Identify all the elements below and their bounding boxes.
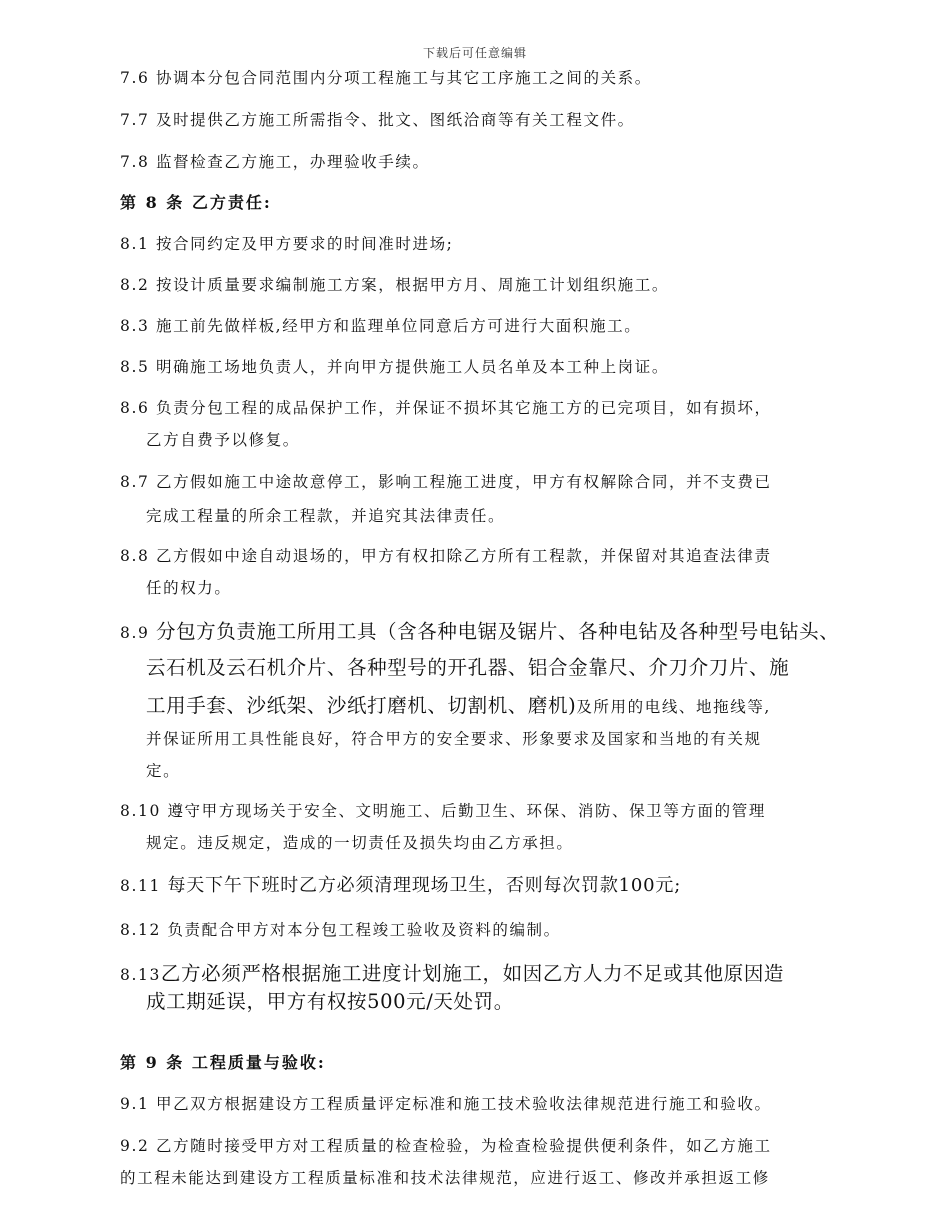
clause-8-11-number: 8.11 [120, 877, 168, 895]
clause-7-8: 7.8 监督检查乙方施工，办理验收手续。 [120, 153, 430, 171]
clause-8-13-number: 8.13 [120, 966, 161, 984]
clause-8-7-line-2: 完成工程量的所余工程款，并追究其法律责任。 [146, 507, 506, 525]
clause-7-6: 7.6 协调本分包合同范围内分项工程施工与其它工序施工之间的关系。 [120, 69, 652, 87]
article-8-heading: 第 8 条 乙方责任: [120, 193, 272, 212]
clause-8-8-line-1: 8.8 乙方假如中途自动退场的，甲方有权扣除乙方所有工程款，并保留对其追查法律责 [120, 547, 772, 565]
clause-8-6-line-2: 乙方自费予以修复。 [146, 431, 300, 449]
clause-7-7: 7.7 及时提供乙方施工所需指令、批文、图纸洽商等有关工程文件。 [120, 111, 635, 129]
clause-8-9-line-1 [120, 616, 839, 644]
clause-9-1: 9.1 甲乙双方根据建设方工程质量评定标准和施工技术验收法律规范进行施工和验收。 [120, 1095, 772, 1113]
watermark-header: 下载后可任意编辑 [422, 46, 527, 60]
clause-8-13-line-1 [120, 958, 784, 986]
clause-8-9-line-2: 云石机及云石机介片、各种型号的开孔器、铝合金靠尺、介刀介刀片、施 [146, 656, 790, 679]
clause-8-12: 8.12 负责配合甲方对本分包工程竣工验收及资料的编制。 [120, 921, 561, 939]
clause-8-9-number: 8.9 [120, 624, 156, 642]
clause-8-10-line-2: 规定。违反规定，造成的一切责任及损失均由乙方承担。 [146, 834, 574, 852]
clause-8-6-line-1: 8.6 负责分包工程的成品保护工作，并保证不损坏其它施工方的已完项目，如有损坏， [120, 399, 772, 417]
clause-8-8-line-2: 任的权力。 [146, 579, 232, 597]
clause-8-9-text-3a: 工用手套、沙纸架、沙纸打磨机、切割机、磨机) [146, 694, 577, 717]
clause-8-9-line-3 [146, 690, 771, 718]
clause-8-5: 8.5 明确施工场地负责人，并向甲方提供施工人员名单及本工种上岗证。 [120, 358, 669, 376]
clause-9-2-line-1: 9.2 乙方随时接受甲方对工程质量的检查检验，为检查检验提供便利条件，如乙方施工 [120, 1137, 772, 1155]
clause-8-10-line-1: 8.10 遵守甲方现场关于安全、文明施工、后勤卫生、环保、消防、保卫等方面的管理 [120, 802, 766, 820]
clause-9-2-line-2: 的工程未能达到建设方工程质量标准和技术法律规范，应进行返工、修改并承担返工修 [120, 1169, 770, 1187]
clause-8-13-line-2: 成工期延误，甲方有权按500元/天处罚。 [146, 990, 514, 1013]
clause-8-13-text-1: 乙方必须严格根据施工进度计划施工，如因乙方人力不足或其他原因造 [160, 962, 785, 985]
clause-8-9-text-3b: 及所用的电线、地拖线等, [576, 698, 771, 716]
clause-8-9-text-1: 分包方负责施工所用工具（含各种电锯及锯片、各种电钻及各种型号电钻头、 [155, 620, 840, 643]
clause-8-11 [120, 871, 681, 897]
clause-8-7-line-1: 8.7 乙方假如施工中途故意停工，影响工程施工进度，甲方有权解除合同，并不支费已 [120, 473, 772, 491]
clause-8-9-line-4: 并保证所用工具性能良好，符合甲方的安全要求、形象要求及国家和当地的有关规 [146, 730, 762, 748]
clause-8-11-text: 每天下午下班时乙方必须清理现场卫生，否则每次罚款100元; [167, 875, 682, 896]
clause-8-1: 8.1 按合同约定及甲方要求的时间准时进场; [120, 235, 454, 253]
article-9-heading: 第 9 条 工程质量与验收: [120, 1053, 326, 1072]
clause-8-9-line-5: 定。 [146, 762, 181, 780]
clause-8-2: 8.2 按设计质量要求编制施工方案，根据甲方月、周施工计划组织施工。 [120, 276, 669, 294]
clause-8-3: 8.3 施工前先做样板,经甲方和监理单位同意后方可进行大面积施工。 [120, 317, 642, 335]
